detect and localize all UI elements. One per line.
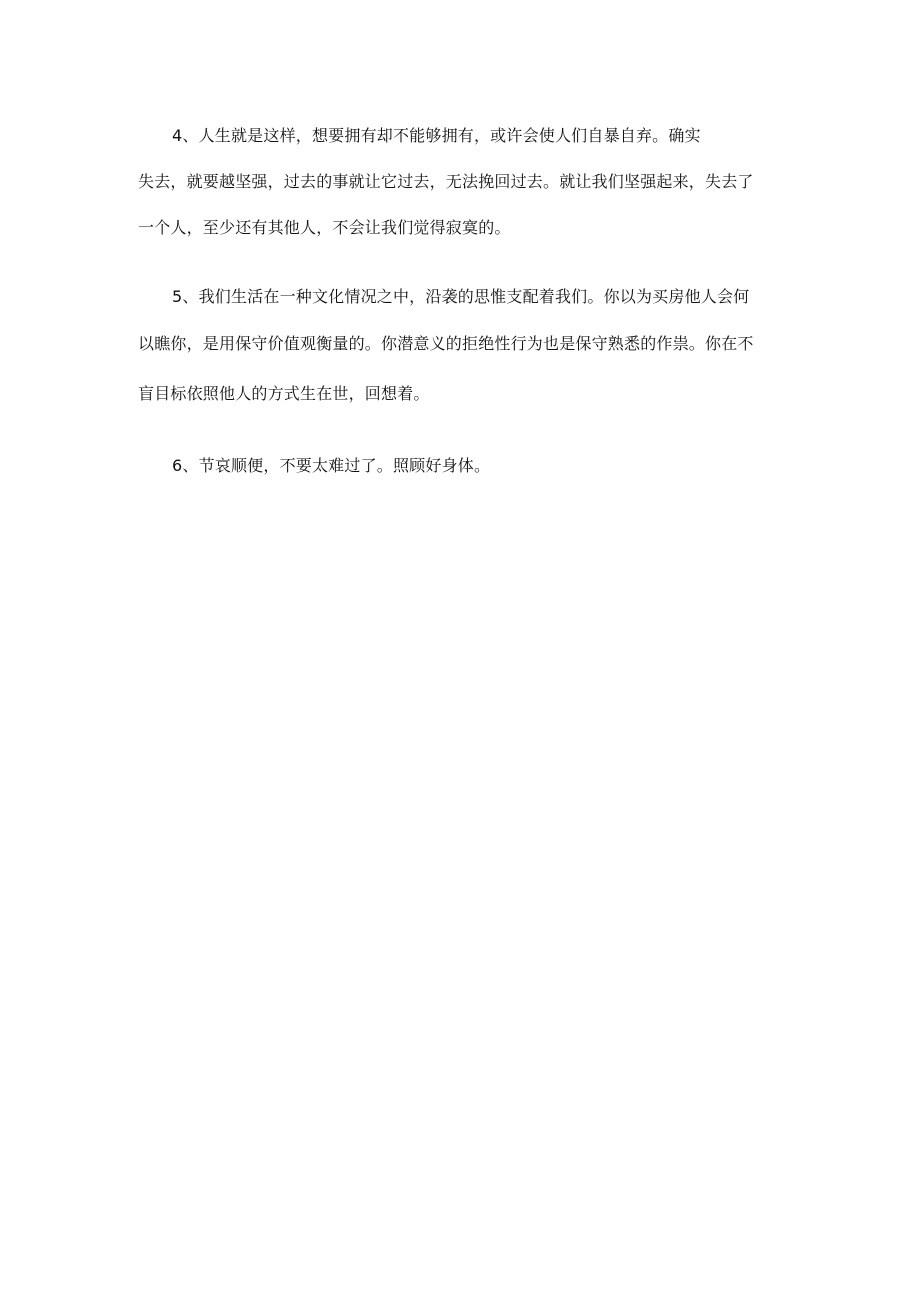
paragraph-5-line-2: 以瞧你，是用保守价值观衡量的。你潜意义的拒绝性行为也是保守熟悉的作祟。你在不: [138, 334, 754, 353]
paragraph-5-line-1: 5、我们生活在一种文化情况之中，沿袭的思惟支配着我们。你以为买房他人会何: [172, 287, 750, 306]
paragraph-6-line-1: 6、节哀顺便，不要太难过了。照顾好身体。: [172, 456, 491, 475]
paragraph-4-line-2: 失去，就要越坚强，过去的事就让它过去，无法挽回过去。就让我们坚强起来，失去了: [138, 172, 754, 191]
paragraph-5-line-3: 盲目标依照他人的方式生在世，回想着。: [138, 384, 430, 403]
paragraph-4-line-1: 4、人生就是这样，想要拥有却不能够拥有，或许会使人们自暴自弃。确实: [172, 126, 701, 145]
paragraph-4-line-3: 一个人，至少还有其他人，不会让我们觉得寂寞的。: [138, 218, 511, 237]
